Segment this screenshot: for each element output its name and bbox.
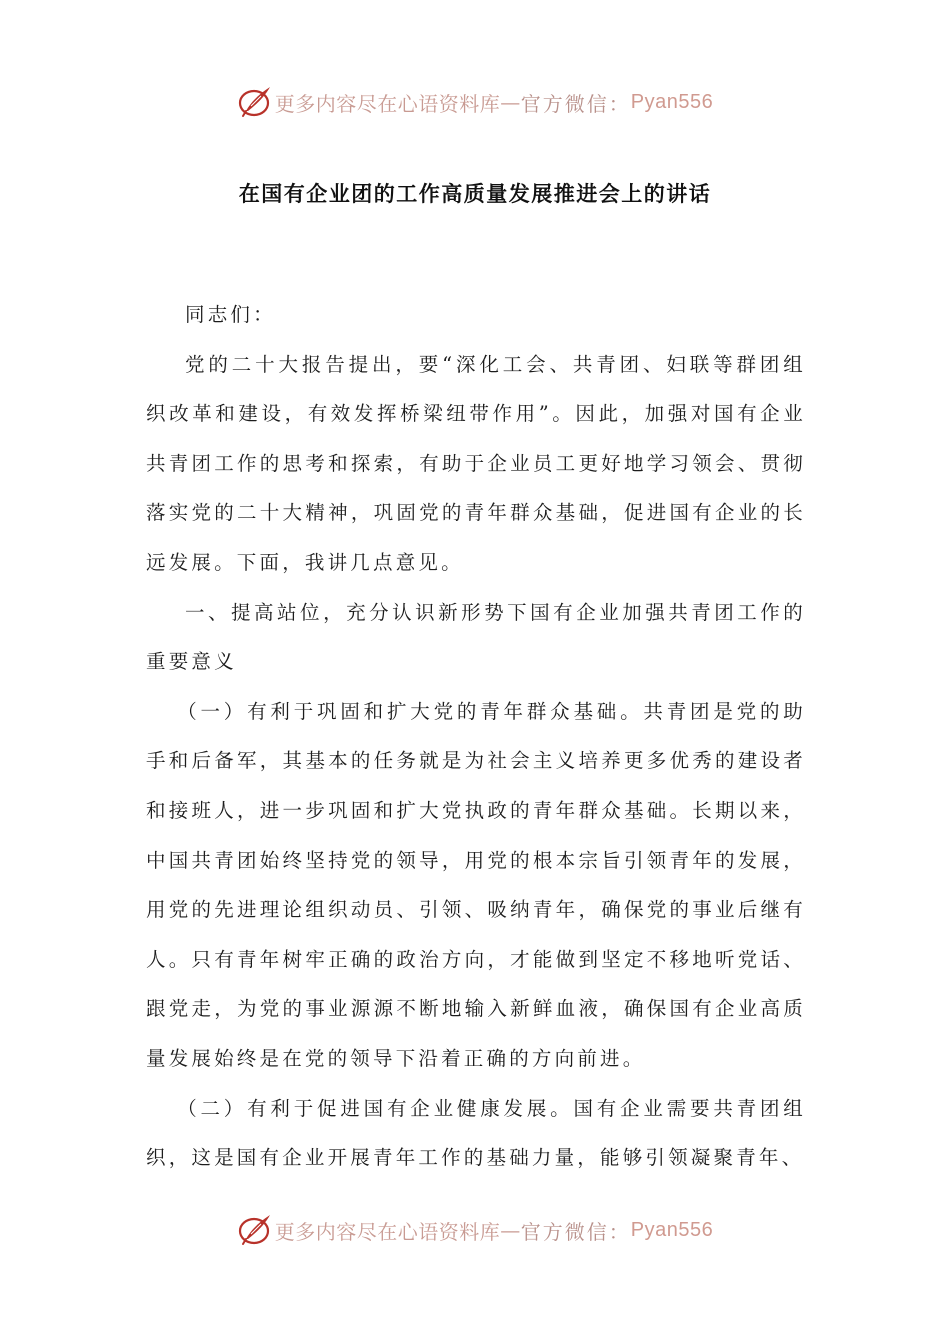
watermark-tagline: 更多内容尽在心语资料库 xyxy=(274,91,501,116)
watermark-wechat-id: Pyan556 xyxy=(630,90,714,113)
watermark-banner-top xyxy=(0,82,950,122)
salutation: 同志们： xyxy=(185,303,276,326)
watermark-wechat-id: Pyan556 xyxy=(630,1218,714,1241)
watermark-wechat-label: 官方微信： xyxy=(520,1219,631,1244)
quill-pen-logo-icon xyxy=(237,1212,273,1248)
watermark-wechat-label: 官方微信： xyxy=(520,91,631,116)
watermark-tagline: 更多内容尽在心语资料库 xyxy=(274,1219,501,1244)
paragraph-intro: 党的二十大报告提出，要“深化工会、共青团、妇联等群团组织改革和建设，有效发挥桥梁纽带作用”。因此，加强对国有企业共青团工作的思考和探索，有助于企业员工更好地学习领会、贯彻落实党的二十大精神，巩固党的青年群众基础，促进国有企业的长远发展。下面，我讲几点意见。 xyxy=(146,352,806,574)
watermark-separator: — xyxy=(500,90,521,114)
watermark-banner-bottom xyxy=(0,1210,950,1250)
document-title: 在国有企业团的工作高质量发展推进会上的讲话 xyxy=(238,182,712,206)
paragraph-point-2: （二）有利于促进国有企业健康发展。国有企业需要共青团组织，这是国有企业开展青年工作的基础力量，能够引领凝聚青年、 xyxy=(146,1096,806,1170)
section-heading-1: 一、提高站位，充分认识新形势下国有企业加强共青团工作的重要意义 xyxy=(146,600,806,674)
quill-pen-logo-icon xyxy=(237,84,273,120)
document-body xyxy=(146,290,806,1183)
watermark-separator: — xyxy=(500,1218,521,1242)
paragraph-point-1: （一）有利于巩固和扩大党的青年群众基础。共青团是党的助手和后备军，其基本的任务就是为社会主义培养更多优秀的建设者和接班人，进一步巩固和扩大党执政的青年群众基础。长期以来，中国共青团始终坚持党的领导，用党的根本宗旨引领青年的发展，用党的先进理论组织动员、引领、吸纳青年，确保党的事业后继有人。只有青年树牢正确的政治方向，才能做到坚定不移地听党话、跟党走，为党的事业源源不断地输入新鲜血液，确保国有企业高质量发展始终是在党的领导下沿着正确的方向前进。 xyxy=(146,699,806,1070)
